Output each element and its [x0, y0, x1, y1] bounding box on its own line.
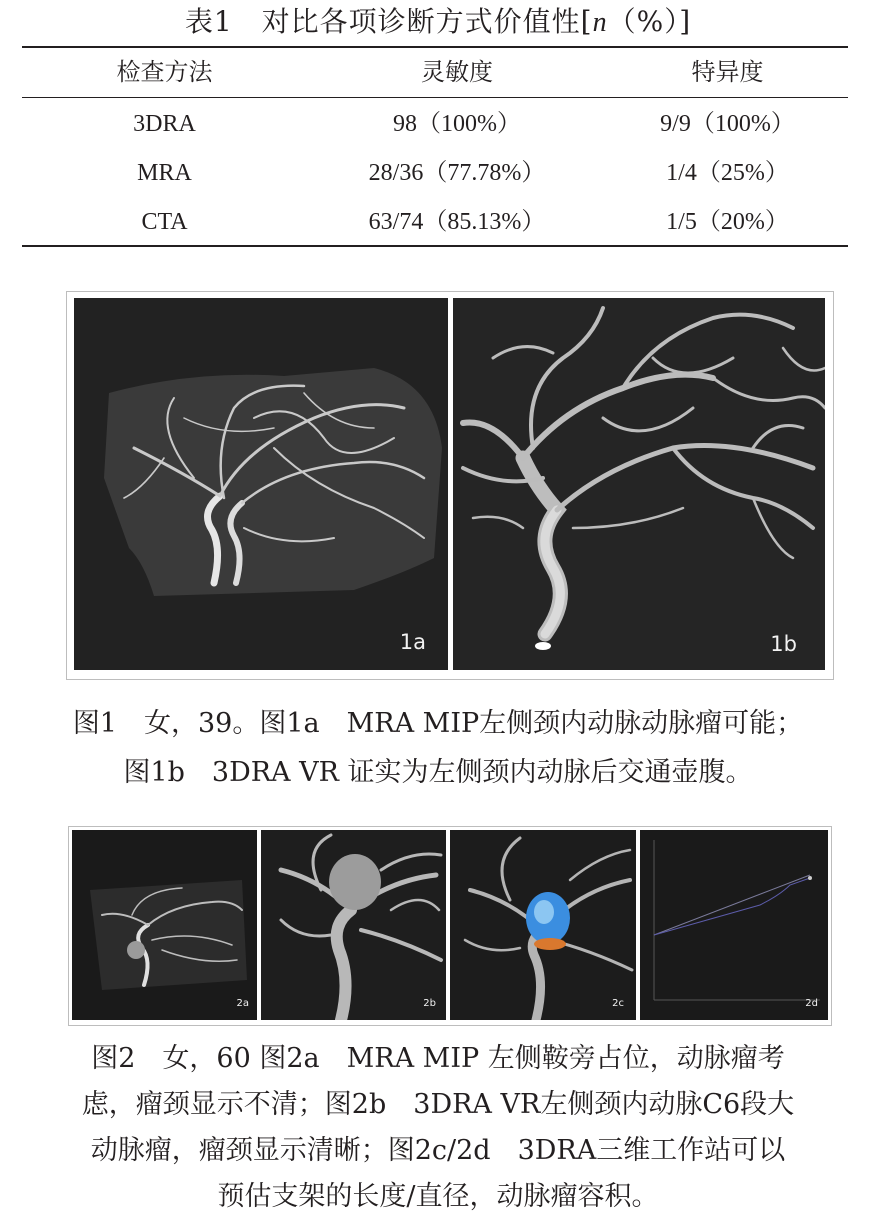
table-cell: 1/4（25%） [666, 160, 789, 186]
figure2b-panel [261, 830, 446, 1020]
table-header-rule [22, 97, 848, 98]
figure2-caption-line2: 虑，瘤颈显示不清；图2b 3DRA VR左侧颈内动脉C6段大 [81, 1089, 795, 1120]
mra-mip-image [74, 298, 448, 670]
table-bottom-rule [22, 245, 848, 247]
panel-label-2d: 2d [805, 998, 818, 1009]
table-title: 表1 对比各项诊断方式价值性[n（%）] [184, 5, 692, 38]
panel-label-1a: 1a [399, 630, 426, 654]
mra-mip-image [72, 830, 257, 1020]
header-method: 检查方法 [116, 58, 213, 86]
header-sensitivity: 灵敏度 [421, 58, 493, 86]
table-row [22, 108, 848, 140]
figure2-caption-line4: 预估支架的长度/直径，动脉瘤容积。 [217, 1181, 659, 1212]
figure2a-panel [72, 830, 257, 1020]
figure2-frame [68, 826, 832, 1026]
panel-label-2c: 2c [612, 998, 624, 1009]
figure1b-panel [453, 298, 825, 670]
figure2-caption-line1: 图2 女，60 图2a MRA MIP 左侧鞍旁占位，动脉瘤考 [91, 1043, 785, 1074]
figure2-caption-line3: 动脉瘤，瘤颈显示清晰；图2c/2d 3DRA三维工作站可以 [90, 1135, 786, 1166]
3dra-vr-image [261, 830, 446, 1020]
figure2c-panel [450, 830, 636, 1020]
table-cell: 98（100%） [393, 111, 521, 137]
figure1a-panel [74, 298, 448, 670]
figure1-caption-line1: 图1 女，39。图1a MRA MIP左侧颈内动脉动脉瘤可能； [72, 708, 804, 739]
table-top-rule [22, 46, 848, 48]
figure1-frame [66, 291, 834, 680]
table-cell: 1/5（20%） [666, 209, 789, 235]
table-cell: 3DRA [133, 111, 196, 137]
measurement-graph-image [640, 830, 828, 1020]
figure2d-panel [640, 830, 828, 1020]
table-cell: CTA [141, 209, 188, 235]
header-specificity: 特异度 [691, 58, 764, 86]
table-header-row [22, 56, 848, 88]
aneurysm-workstation-image [450, 830, 636, 1020]
figure1-caption-line2: 图1b 3DRA VR 证实为左侧颈内动脉后交通壶腹。 [123, 757, 753, 788]
table-row [22, 157, 848, 189]
table-cell: 9/9（100%） [660, 111, 795, 137]
table-cell: 63/74（85.13%） [368, 209, 546, 235]
table-cell: MRA [137, 160, 192, 186]
3dra-vr-image [453, 298, 825, 670]
table-cell: 28/36（77.78%） [368, 160, 546, 186]
panel-label-2b: 2b [423, 998, 436, 1009]
table-row [22, 206, 848, 238]
panel-label-2a: 2a [236, 998, 249, 1009]
panel-label-1b: 1b [770, 632, 797, 656]
